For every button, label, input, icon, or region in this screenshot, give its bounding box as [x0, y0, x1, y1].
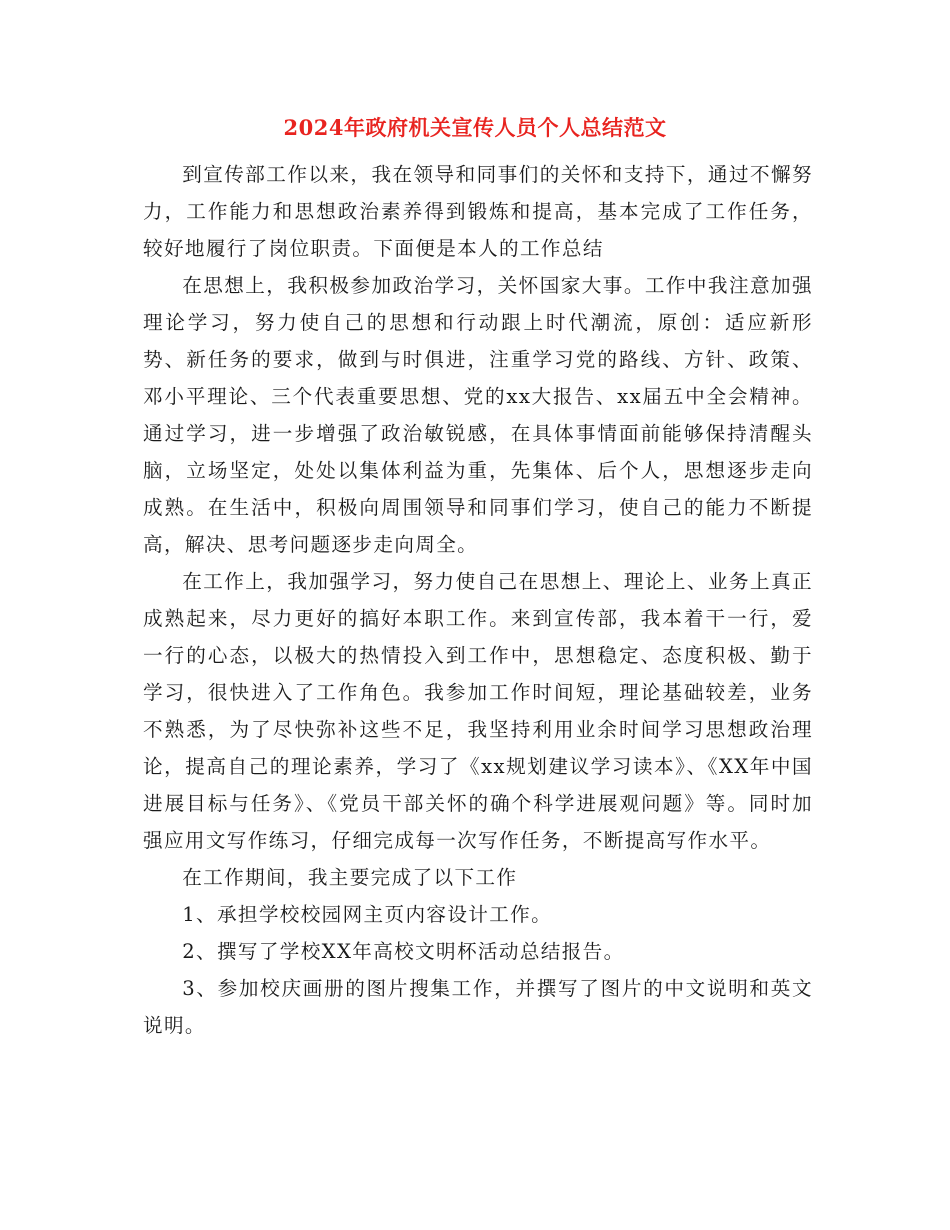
list-item: 1、承担学校校园网主页内容设计工作。 [182, 903, 553, 926]
paragraph-work-list-intro: 在工作期间，我主要完成了以下工作 [182, 866, 518, 889]
paragraph-work: 在工作上，我加强学习，努力使自己在思想上、理论上、业务上真正成熟起来，尽力更好的搞好本职工作。来到宣传部，我本着干一行，爱一行的心态，以极大的热情投入到工作中，思想稳定、态度积极、勤于学习，很快进入了工作角色。我参加工作时间短，理论基础较差，业务不熟悉，为了尽快弥补这些不足，我坚持利用业余时间学习思想政治理论，提高自己的理论素养，学习了《xx规划建议学习读本》、《XX年中国进展目标与任务》、《党员干部关怀的确个科学进展观问题》等。同时加强应用文写作练习，仔细完成每一次写作任务，不断提高写作水平。 [143, 570, 813, 852]
paragraph-ideology: 在思想上，我积极参加政治学习，关怀国家大事。工作中我注意加强理论学习，努力使自己的思想和行动跟上时代潮流，原创：适应新形势、新任务的要求，做到与时俱进，注重学习党的路线、方针、政策、邓小平理论、三个代表重要思想、党的xx大报告、xx届五中全会精神。通过学习，进一步增强了政治敏锐感，在具体事情面前能够保持清醒头脑，立场坚定，处处以集体利益为重，先集体、后个人，思想逐步走向成熟。在生活中，积极向周围领导和同事们学习，使自己的能力不断提高，解决、思考问题逐步走向周全。 [143, 274, 813, 556]
document-body [143, 156, 813, 1044]
document-title: 2024年政府机关宣传人员个人总结范文 [283, 115, 667, 140]
list-item: 2、撰写了学校XX年高校文明杯活动总结报告。 [182, 940, 625, 963]
paragraph-intro: 到宣传部工作以来，我在领导和同事们的关怀和支持下，通过不懈努力，工作能力和思想政治素养得到锻炼和提高，基本完成了工作任务，较好地履行了岗位职责。下面便是本人的工作总结 [143, 163, 813, 260]
list-item: 3、参加校庆画册的图片搜集工作，并撰写了图片的中文说明和英文说明。 [143, 977, 813, 1037]
